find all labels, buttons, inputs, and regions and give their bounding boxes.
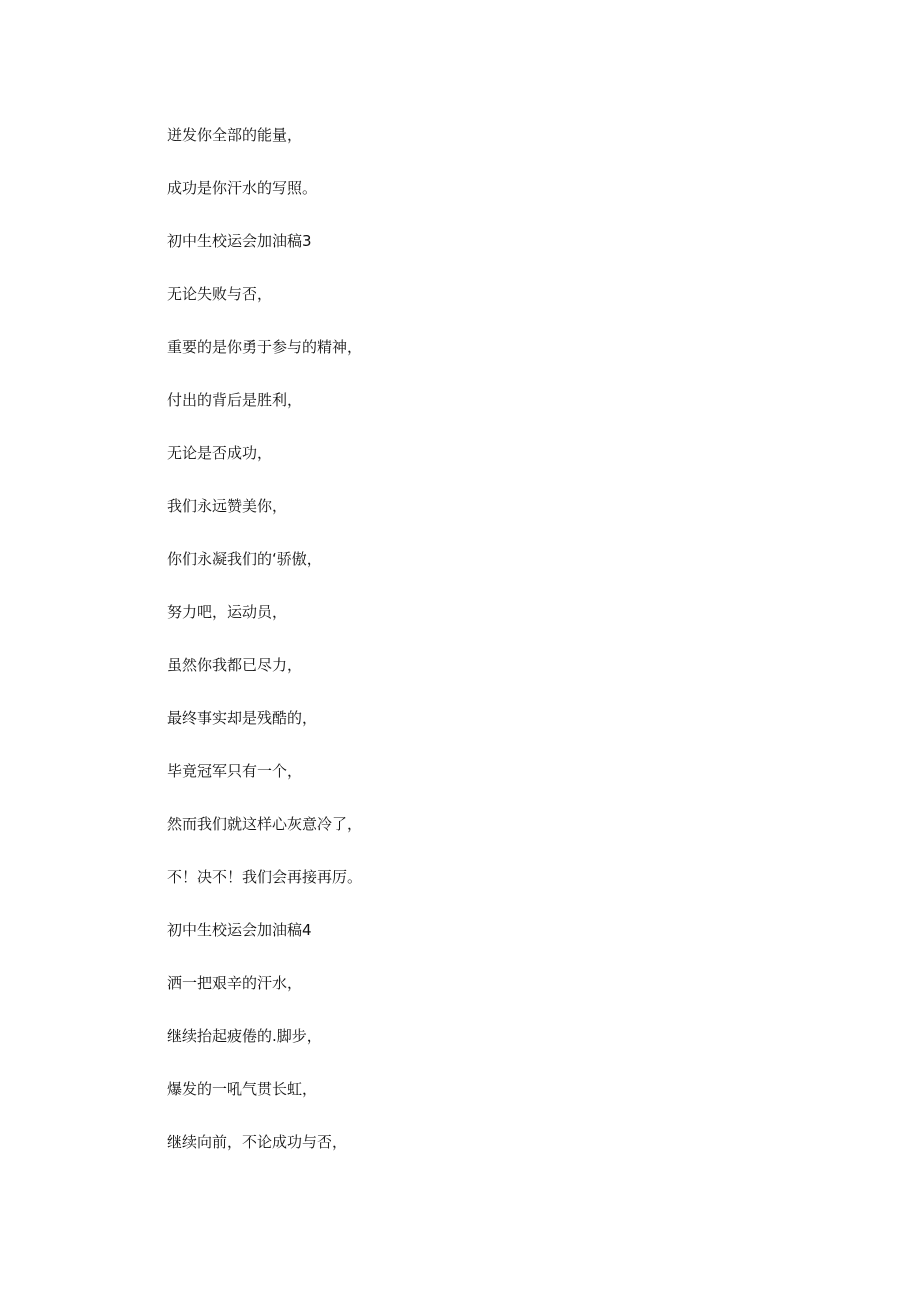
text-line: 虽然你我都已尽力， [167, 656, 303, 674]
text-line: 无论失败与否， [167, 285, 273, 303]
text-line: 爆发的一吼气贯长虹， [167, 1080, 318, 1098]
text-line: 付出的背后是胜利， [167, 391, 303, 409]
text-line: 你们永凝我们的‘骄傲， [167, 550, 322, 568]
section-heading: 初中生校运会加油稿3 [167, 232, 312, 250]
text-line: 迸发你全部的能量， [167, 126, 303, 144]
text-line: 最终事实却是残酷的， [167, 709, 318, 727]
text-line: 洒一把艰辛的汗水， [167, 974, 303, 992]
text-line: 我们永远赞美你， [167, 497, 288, 515]
text-line: 然而我们就这样心灰意冷了， [167, 815, 363, 833]
text-line: 继续抬起疲倦的.脚步， [167, 1027, 322, 1045]
text-line: 无论是否成功， [167, 444, 273, 462]
text-line: 不！决不！我们会再接再厉。 [167, 868, 363, 886]
text-line: 毕竟冠军只有一个， [167, 762, 303, 780]
section-heading: 初中生校运会加油稿4 [167, 921, 312, 939]
text-line: 成功是你汗水的写照。 [167, 179, 318, 197]
text-line: 努力吧，运动员， [167, 603, 288, 621]
text-line: 继续向前，不论成功与否， [167, 1133, 348, 1151]
text-lines [167, 125, 362, 1185]
text-line: 重要的是你勇于参与的精神， [167, 338, 363, 356]
